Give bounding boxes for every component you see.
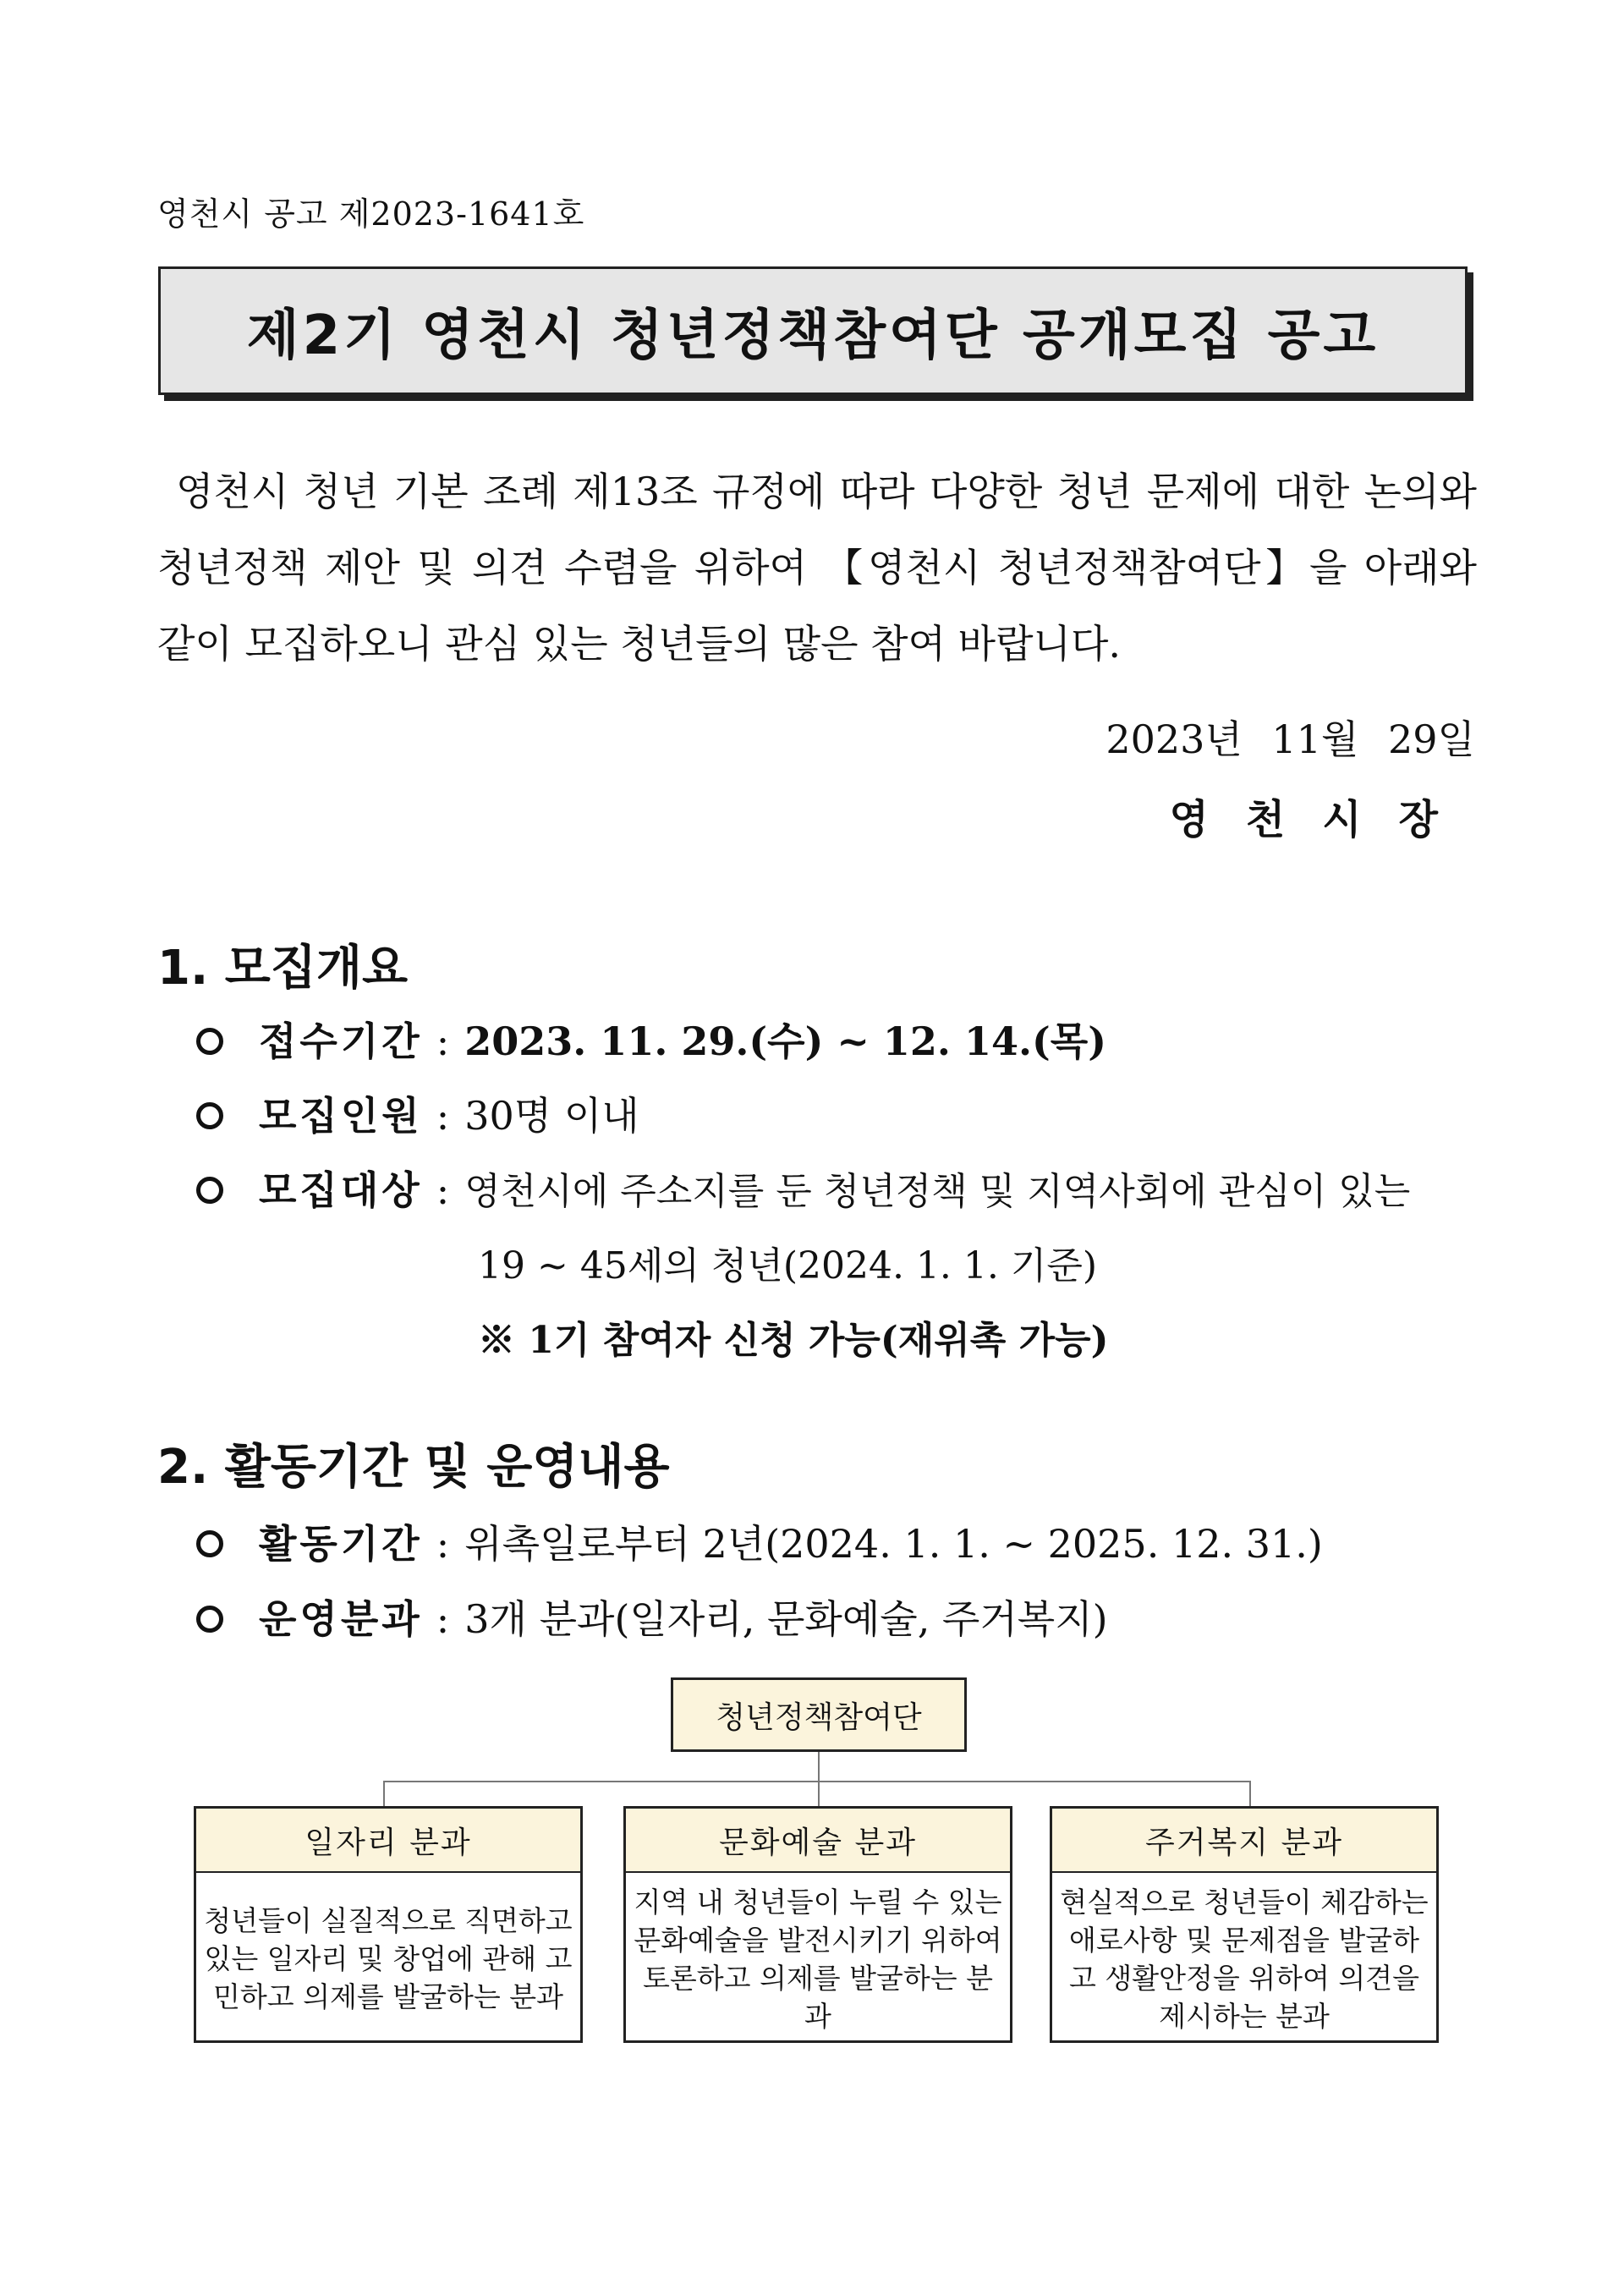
list-item: 접수기간 : 2023. 11. 29.(수) ~ 12. 14.(목): [196, 1011, 1106, 1067]
list-item: 모집대상 : 영천시에 주소지를 둔 청년정책 및 지역사회에 관심이 있는: [196, 1160, 1410, 1216]
division-description: 현실적으로 청년들이 체감하는 애로사항 및 문제점을 발굴하고 생활안정을 위하여 의견을 제시하는 분과: [1060, 1885, 1429, 2033]
division-description: 지역 내 청년들이 누릴 수 있는 문화예술을 발전시키기 위하여 토론하고 의제를 발굴하는 분과: [634, 1885, 1002, 2033]
item-value: 3개 분과(일자리, 문화예술, 주거복지): [464, 1596, 1108, 1642]
connector-line: [383, 1781, 1251, 1782]
division-title: 문화예술 분과: [626, 1809, 1010, 1873]
list-item: 모집인원 : 30명 이내: [196, 1085, 639, 1141]
division-box-culture: [623, 1806, 1012, 2043]
item-value: 30명 이내: [464, 1093, 639, 1139]
circle-bullet-icon: [196, 1028, 223, 1055]
intro-paragraph: [157, 453, 1477, 682]
page-title: 제2기 영천시 청년정책참여단 공개모집 공고: [246, 305, 1380, 367]
list-item: 활동기간 : 위촉일로부터 2년(2024. 1. 1. ~ 2025. 12. 31.): [196, 1513, 1323, 1569]
title-box: [158, 266, 1468, 395]
intro-line: 영천시 청년 기본 조례 제13조 규정에 따라 다양한 청년 문제에 대한 논의와: [176, 469, 1477, 514]
circle-bullet-icon: [196, 1102, 223, 1129]
circle-bullet-icon: [196, 1530, 223, 1557]
intro-line: 같이 모집하오니 관심 있는 청년들의 많은 참여 바랍니다.: [157, 621, 1122, 667]
item-value: 영천시에 주소지를 둔 청년정책 및 지역사회에 관심이 있는: [464, 1170, 1411, 1213]
list-item: 운영분과 : 3개 분과(일자리, 문화예술, 주거복지): [196, 1589, 1108, 1644]
target-continuation: 19 ~ 45세의 청년(2024. 1. 1. 기준): [478, 1244, 1098, 1288]
notice-date: 2023년 11월 29일: [1106, 717, 1475, 762]
connector-line: [383, 1781, 385, 1806]
item-label: 활동기간: [259, 1521, 423, 1567]
note-text: ※ 1기 참여자 신청 가능(재위촉 가능): [478, 1319, 1109, 1362]
section-heading: 1. 모집개요: [157, 941, 409, 996]
connector-line: [1249, 1781, 1251, 1806]
org-chart-root: 청년정책참여단: [671, 1677, 967, 1752]
item-label: 모집대상: [259, 1167, 423, 1213]
section-heading: 2. 활동기간 및 운영내용: [157, 1440, 670, 1495]
connector-line: [818, 1752, 820, 1782]
division-title: 일자리 분과: [196, 1809, 580, 1873]
item-value: 위촉일로부터 2년(2024. 1. 1. ~ 2025. 12. 31.): [464, 1521, 1323, 1567]
item-label: 접수기간: [259, 1018, 423, 1064]
division-box-housing: [1050, 1806, 1439, 2043]
item-label: 모집인원: [259, 1093, 423, 1139]
division-description: 청년들이 실질적으로 직면하고 있는 일자리 및 창업에 관해 고민하고 의제를 발굴하는 분과: [204, 1904, 573, 2013]
circle-bullet-icon: [196, 1606, 223, 1633]
division-box-jobs: [194, 1806, 583, 2043]
intro-line: 청년정책 제안 및 의견 수렴을 위하여 【영천시 청년정책참여단】을 아래와: [157, 545, 1477, 590]
issuer-name: 영천시장: [1169, 796, 1475, 843]
connector-line: [818, 1781, 820, 1806]
item-label: 운영분과: [259, 1596, 423, 1642]
item-value: 2023. 11. 29.(수) ~ 12. 14.(목): [464, 1018, 1106, 1064]
circle-bullet-icon: [196, 1177, 223, 1204]
notice-number: 영천시 공고 제2023-1641호: [157, 195, 585, 233]
division-title: 주거복지 분과: [1052, 1809, 1436, 1873]
